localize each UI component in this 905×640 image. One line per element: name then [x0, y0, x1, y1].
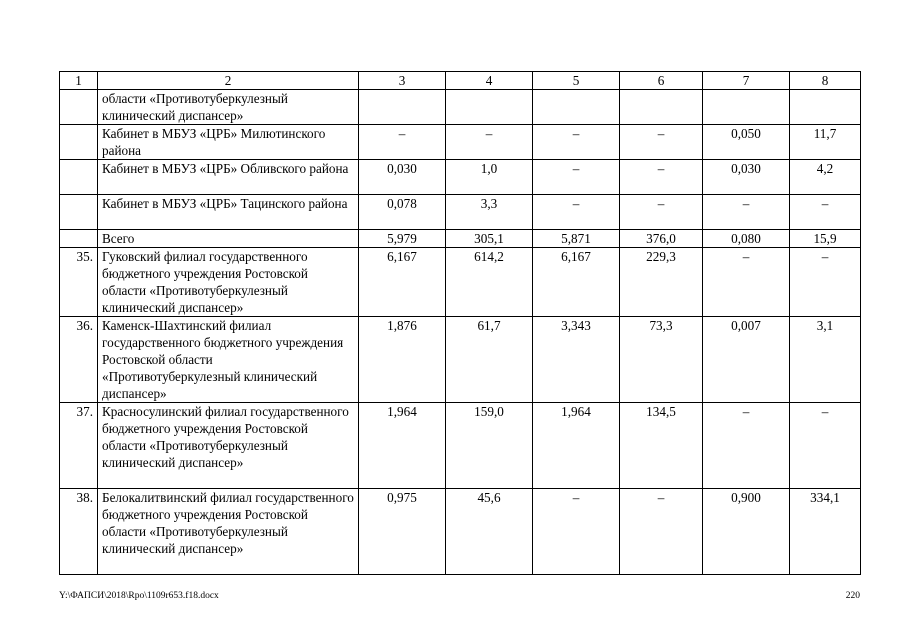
row-number: 35. [60, 248, 98, 317]
cell-col-8: 3,1 [790, 317, 861, 403]
cell-col-4 [446, 90, 533, 125]
cell-col-4: 159,0 [446, 403, 533, 489]
cell-col-5: – [533, 125, 620, 160]
cell-col-7 [703, 90, 790, 125]
cell-col-6: – [620, 195, 703, 230]
cell-col-3: – [359, 125, 446, 160]
cell-col-4: 305,1 [446, 230, 533, 248]
cell-col-7: – [703, 248, 790, 317]
cell-col-3: 0,030 [359, 160, 446, 195]
column-header: 1 [60, 72, 98, 90]
cell-col-6: 134,5 [620, 403, 703, 489]
cell-col-3: 5,979 [359, 230, 446, 248]
cell-col-3: 0,078 [359, 195, 446, 230]
cell-col-3: 0,975 [359, 489, 446, 575]
table-header-row [60, 72, 861, 90]
cell-col-4: 1,0 [446, 160, 533, 195]
cell-col-8: – [790, 195, 861, 230]
institution-name: Белокалитвинский филиал государственного бюджетного учреждения Ростовской области «Противотуберкулезный клинический диспансер» [98, 489, 359, 575]
table-row [60, 317, 861, 403]
row-number [60, 160, 98, 195]
column-header: 6 [620, 72, 703, 90]
cell-col-6: 73,3 [620, 317, 703, 403]
cell-col-7: – [703, 403, 790, 489]
cell-col-8: 11,7 [790, 125, 861, 160]
cell-col-6: – [620, 160, 703, 195]
table-row [60, 160, 861, 195]
cell-col-4: – [446, 125, 533, 160]
cell-col-7: 0,900 [703, 489, 790, 575]
cell-col-5: – [533, 195, 620, 230]
cell-col-5: – [533, 489, 620, 575]
cell-col-5: – [533, 160, 620, 195]
row-number [60, 195, 98, 230]
row-number [60, 90, 98, 125]
cell-col-5 [533, 90, 620, 125]
column-header: 2 [98, 72, 359, 90]
row-number: 36. [60, 317, 98, 403]
row-number [60, 125, 98, 160]
column-header: 5 [533, 72, 620, 90]
cell-col-7: 0,007 [703, 317, 790, 403]
cell-col-5: 6,167 [533, 248, 620, 317]
institution-name: Красносулинский филиал государственного бюджетного учреждения Ростовской области «Противотуберкулезный клинический диспансер» [98, 403, 359, 489]
institution-name: области «Противотуберкулезный клинический диспансер» [98, 90, 359, 125]
cell-col-8: 15,9 [790, 230, 861, 248]
institution-name: Кабинет в МБУЗ «ЦРБ» Милютинского района [98, 125, 359, 160]
cell-col-4: 61,7 [446, 317, 533, 403]
footer-page-number: 220 [845, 591, 860, 601]
cell-col-7: 0,080 [703, 230, 790, 248]
table-row [60, 403, 861, 489]
cell-col-4: 614,2 [446, 248, 533, 317]
cell-col-8 [790, 90, 861, 125]
cell-col-5: 1,964 [533, 403, 620, 489]
table-row [60, 489, 861, 575]
row-number: 37. [60, 403, 98, 489]
cell-col-6: – [620, 125, 703, 160]
cell-col-8: – [790, 248, 861, 317]
cell-col-8: – [790, 403, 861, 489]
data-table [59, 71, 861, 575]
cell-col-7: 0,030 [703, 160, 790, 195]
footer-file-path: Y:\ФАПСИ\2018\Rpo\1109r653.f18.docx [59, 591, 219, 601]
cell-col-3: 1,964 [359, 403, 446, 489]
table-row [60, 248, 861, 317]
row-number: 38. [60, 489, 98, 575]
column-header: 4 [446, 72, 533, 90]
cell-col-3 [359, 90, 446, 125]
table-row [60, 90, 861, 125]
cell-col-5: 3,343 [533, 317, 620, 403]
cell-col-4: 45,6 [446, 489, 533, 575]
institution-name: Кабинет в МБУЗ «ЦРБ» Обливского района [98, 160, 359, 195]
cell-col-6 [620, 90, 703, 125]
cell-col-3: 6,167 [359, 248, 446, 317]
table-row [60, 125, 861, 160]
column-header: 7 [703, 72, 790, 90]
cell-col-7: – [703, 195, 790, 230]
cell-col-7: 0,050 [703, 125, 790, 160]
table-row [60, 195, 861, 230]
cell-col-6: 376,0 [620, 230, 703, 248]
institution-name: Всего [98, 230, 359, 248]
column-header: 8 [790, 72, 861, 90]
institution-name: Гуковский филиал государственного бюджетного учреждения Ростовской области «Противотуберкулезный клинический диспансер» [98, 248, 359, 317]
institution-name: Кабинет в МБУЗ «ЦРБ» Тацинского района [98, 195, 359, 230]
cell-col-4: 3,3 [446, 195, 533, 230]
cell-col-6: – [620, 489, 703, 575]
cell-col-6: 229,3 [620, 248, 703, 317]
row-number [60, 230, 98, 248]
column-header: 3 [359, 72, 446, 90]
cell-col-8: 4,2 [790, 160, 861, 195]
cell-col-8: 334,1 [790, 489, 861, 575]
institution-name: Каменск-Шахтинский филиал государственного бюджетного учреждения Ростовской области «Противотуберкулезный клинический диспансер» [98, 317, 359, 403]
cell-col-3: 1,876 [359, 317, 446, 403]
cell-col-5: 5,871 [533, 230, 620, 248]
table-row-total [60, 230, 861, 248]
